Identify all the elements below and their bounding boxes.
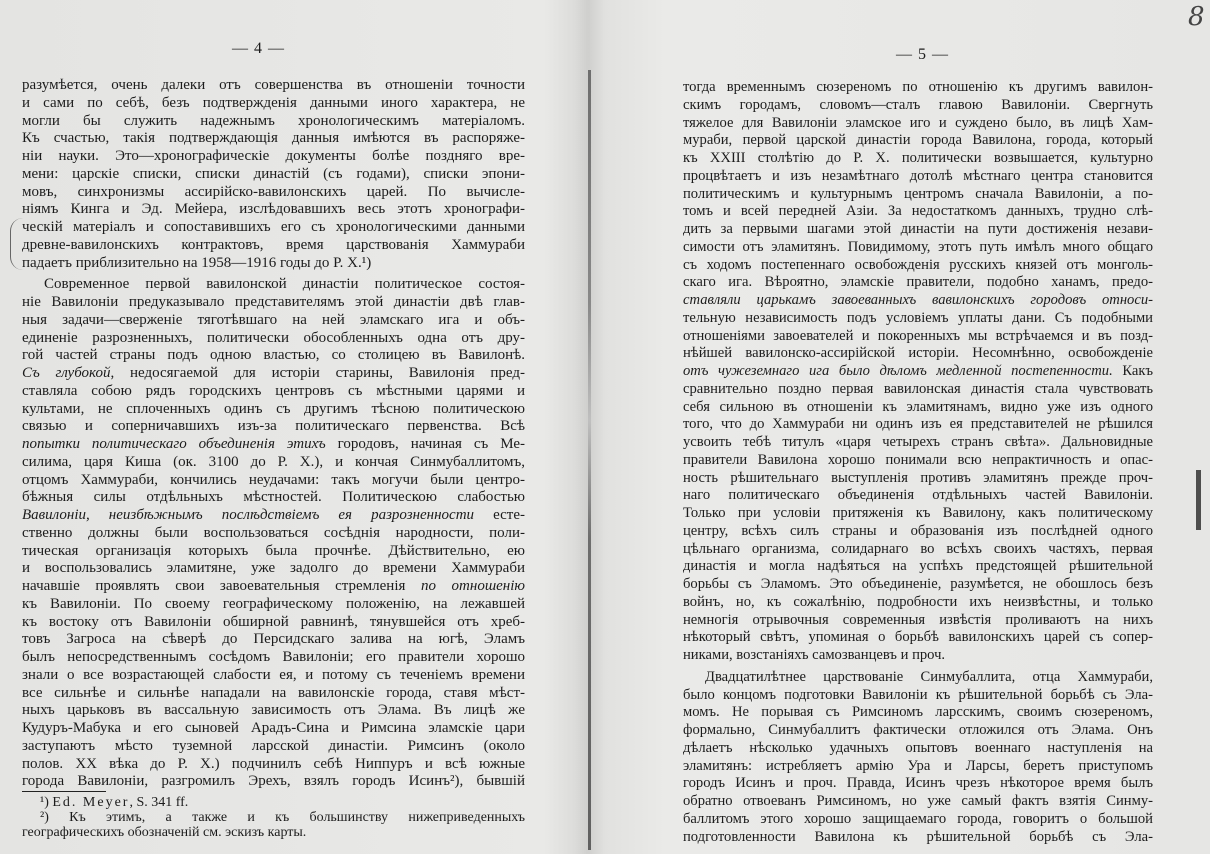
footnote-1-text: , S. 341 ff. bbox=[129, 795, 189, 810]
text-line: томъ и всей передней Азіи. За недостаткомъ данныхъ, трудно слѣ- bbox=[683, 203, 1153, 220]
paragraph bbox=[683, 79, 1153, 665]
text-line: правители Вавилона хорошо понимали всю непрактичность и опас- bbox=[683, 451, 1153, 468]
text-line: ніямъ Кинга и Эд. Мейера, изслѣдовавшихъ весь этотъ хронографи- bbox=[22, 201, 525, 218]
text-line: могли бы служить надежнымъ хронологическимъ матеріаломъ. bbox=[22, 112, 525, 129]
text-line bbox=[22, 507, 525, 525]
text-line: единеніе разрозненныхъ, политически обособленныхъ одна отъ дру- bbox=[22, 329, 525, 346]
text-line: былъ непосредственнымъ сосѣдомъ Вавилоніи; его правители хорошо bbox=[22, 649, 525, 665]
italic-text-segment: Съ глубокой bbox=[22, 365, 111, 381]
text-line: нѣйшей вавилонско-ассирійской исторіи. Несомнѣнно, освобожденіе bbox=[683, 345, 1153, 362]
text-line: формально, Синмубаллитъ фактически отложился отъ Элама. Онъ bbox=[683, 722, 1153, 738]
text-segment: Какъ bbox=[1112, 363, 1153, 379]
text-line: товъ Загроса на сѣверѣ до Персидскаго залива на югѣ, Эламъ bbox=[22, 631, 525, 648]
text-segment: есте- bbox=[474, 507, 525, 523]
text-line: того, что до Хаммураби ни одинъ изъ ея представителей не рѣшился bbox=[683, 416, 1153, 433]
left-page-number: — 4 — bbox=[232, 40, 285, 57]
text-line: отцомъ Хаммураби, кончились неудачами: такъ могучи были центро- bbox=[22, 471, 525, 488]
text-line: борьбы съ Эламомъ. Это объединеніе, разумѣется, не обошлось безъ bbox=[683, 576, 1153, 592]
text-line: немногія отрывочныя современныя извѣстія проливаютъ на нихъ bbox=[683, 611, 1153, 628]
text-line: древне-вавилонскихъ контрактовъ, время царствованія Хаммураби bbox=[22, 236, 525, 253]
text-line: скаго ига. Вѣроятно, эламскіе правители, подобно ханамъ, предо- bbox=[683, 274, 1153, 291]
text-line bbox=[683, 363, 1153, 381]
text-line: ніе Вавилоніи предуказывало представителямъ этой династіи двѣ глав- bbox=[22, 294, 525, 310]
text-line bbox=[22, 365, 525, 383]
italic-text-segment: Вавилоніи, неизбѣжнымъ послѣдствіемъ ея разрозненности bbox=[22, 507, 475, 523]
text-line: и сами по себѣ, безъ подтвержденія данными иного характера, не bbox=[22, 94, 525, 111]
text-line: мени: царскіе списки, списки династій (съ годами), списки эпони- bbox=[22, 165, 525, 182]
text-line: тяжелое для Вавилоніи эламское иго и суждено было, въ лицѣ Хам- bbox=[683, 114, 1153, 131]
text-line: баллитомъ этого хорошо защищаемаго города, говоритъ о большой bbox=[683, 810, 1153, 827]
text-line: падаетъ приблизительно на 1958—1916 годы до Р. Х.¹) bbox=[22, 254, 372, 271]
text-line: скимъ городамъ, словомъ—сталъ главою Вавилоніи. Свергнуть bbox=[683, 96, 1153, 113]
text-line bbox=[22, 436, 525, 454]
text-line: Двадцатилѣтнее царствованіе Синмубаллита, отца Хаммураби, bbox=[705, 668, 1153, 685]
text-line: дить за первыми шагами этой династіи на пути достиженія незави- bbox=[683, 221, 1153, 237]
text-line: процвѣтаетъ и изъ незамѣтнаго дотолѣ мѣстнаго центра становится bbox=[683, 167, 1153, 184]
text-line: связью и соперничавшихъ изъ-за политическаго первенства. Всѣ bbox=[22, 418, 525, 435]
text-line: мураби, первой царской династіи города Вавилона, города, который bbox=[683, 132, 1153, 149]
text-line: ность рѣшительнаго выступленія противъ эламитянъ прежде проч- bbox=[683, 469, 1153, 486]
text-line: къ Вавилоніи. По своему географическому положенію, на лежавшей bbox=[22, 595, 525, 612]
text-line: Современное первой вавилонской династіи политическое состоя- bbox=[44, 276, 525, 293]
text-line: войнъ, но, къ сожалѣнію, подробности ихъ неизвѣстны, и только bbox=[683, 593, 1153, 610]
text-line: никами, возстаніяхъ самозванцевъ и проч. bbox=[683, 647, 946, 663]
text-line: и воспользовались эламитяне, уже задолго до времени Хаммураби bbox=[22, 560, 525, 577]
footnote-separator bbox=[22, 791, 106, 792]
text-line: ныя задачи—сверженіе тяготѣвшаго на ней эламскаго ига и объ- bbox=[22, 311, 525, 328]
page-edge-shadow bbox=[1196, 470, 1201, 530]
footnote-1-marker: ¹) bbox=[40, 795, 49, 810]
text-line: все сильнѣе и сильнѣе нападали на вавилонскіе города, ставя мѣст- bbox=[22, 684, 525, 701]
text-line: ческій матеріалъ и сопоставившихъ его съ хронологическими данными bbox=[22, 219, 525, 235]
text-line: гой частей страны подъ одною властью, со столицею въ Вавилонѣ. bbox=[22, 347, 525, 364]
text-line: полов. XX вѣка до Р. Х.) подчинилъ себѣ Ниппуръ и всѣ южные bbox=[22, 755, 525, 772]
paragraph bbox=[22, 77, 525, 272]
footnote-2-line-2: географическихъ обозначеній см. эскизъ карты. bbox=[22, 825, 307, 840]
text-line: отношеніями завоевателей и покоренныхъ мы встрѣчаемся и въ позд- bbox=[683, 327, 1153, 344]
text-line: династія и могла надѣяться на успѣхъ предстоящей рѣшительной bbox=[683, 558, 1153, 575]
text-line: дѣлаетъ нѣсколько удачныхъ опытовъ военнаго наступленія на bbox=[683, 739, 1153, 756]
text-line: ственно должны были воспользоваться сосѣднія народности, поли- bbox=[22, 524, 525, 541]
text-line: къ XXIII столѣтію до Р. Х. политически возвышается, культурно bbox=[683, 150, 1153, 166]
text-line: съ ходомъ постепеннаго освобожденія русскихъ князей отъ монголь- bbox=[683, 256, 1153, 273]
text-line bbox=[22, 578, 525, 596]
text-line: политическимъ и культурнымъ центромъ сначала Вавилоніи, а по- bbox=[683, 185, 1153, 202]
footnotes bbox=[22, 795, 525, 840]
text-line: цѣльнаго организма, солидарнаго во всѣхъ своихъ частяхъ, первая bbox=[683, 540, 1153, 557]
text-line: Только при условіи притяженія къ Вавилону, какъ политическому bbox=[683, 505, 1153, 521]
text-line: наго политическаго объединенія отдѣльныхъ частей Вавилоніи. bbox=[683, 487, 1153, 504]
italic-text-segment: ставляли царькамъ завоеванныхъ вавилонскихъ городовъ относи- bbox=[683, 292, 1153, 308]
text-line: Кудуръ-Мабука и его сыновей Арадъ-Сина и Римсина эламскіе цари bbox=[22, 720, 525, 736]
text-line: тельную независимость подъ условіемъ уплаты дани. Съ подобными bbox=[683, 309, 1153, 326]
handwritten-page-note: 8 bbox=[1188, 2, 1205, 32]
text-line: обратно отвоеванъ Римсиномъ, но уже самый фактъ взятія Синму- bbox=[683, 793, 1153, 809]
text-line: Къ счастью, такія подтверждающія данныя имѣются въ распоряже- bbox=[22, 130, 525, 147]
text-line: культами, не сплоченныхъ одинъ съ другимъ тѣсною политическою bbox=[22, 400, 525, 417]
text-line: нѣкоторый свѣтъ, упоминая о борьбѣ вавилонскихъ царей съ сопер- bbox=[683, 629, 1153, 646]
footnote-2-line-1: ²) Къ этимъ, а также и къ большинству нижеприведенныхъ bbox=[40, 810, 525, 825]
text-line: подготовленности Вавилона къ рѣшительной борьбѣ съ Эла- bbox=[683, 828, 1153, 845]
right-page-number: — 5 — bbox=[896, 46, 949, 63]
text-line: бѣжныя силы отдѣльныхъ мѣстностей. Политическою слабостью bbox=[22, 489, 525, 506]
text-line: мовъ, синхронизмы ассирійско-вавилонскихъ царей. По вычисле- bbox=[22, 183, 525, 200]
text-line: центру, всѣхъ силъ страны и образованія изъ послѣдней одного bbox=[683, 522, 1153, 539]
text-line: момъ. Не порывая съ Римсиномъ ларсскимъ, своимъ сюзереномъ, bbox=[683, 704, 1153, 721]
text-line: ніи науки. Это—хронографическіе документы болѣе поздняго вре- bbox=[22, 148, 525, 164]
italic-text-segment: попытки политическаго объединенія этихъ bbox=[22, 436, 326, 452]
italic-text-segment: отъ чужеземнаго ига было дѣломъ медленной постепенности. bbox=[683, 363, 1113, 379]
text-line: сравнительно поздно первая вавилонская династія стала чувствовать bbox=[683, 380, 1153, 397]
text-line: города Вавилоніи, разгромилъ Эрехъ, взялъ городъ Исинъ²), бывшій bbox=[22, 773, 525, 790]
text-line: ставляла собою рядъ городскихъ центровъ съ мѣстными царями и bbox=[22, 382, 525, 399]
paragraph bbox=[22, 276, 525, 791]
text-segment: начавшіе проявлять свои завоевательныя стремленія bbox=[22, 578, 421, 594]
text-line bbox=[683, 292, 1153, 310]
text-segment: городовъ, начиная съ Ме- bbox=[325, 436, 525, 452]
text-line: тическая организація которыхъ была прочнѣе. Дѣйствительно, ею bbox=[22, 542, 525, 559]
text-line: разумѣется, очень далеки отъ совершенства въ отношеніи точности bbox=[22, 77, 525, 93]
text-line: эламитянъ: истребляетъ армію Ура и Ларсы, беретъ приступомъ bbox=[683, 757, 1153, 774]
footnote-1-author: Ed. Meyer bbox=[52, 795, 130, 810]
text-line: ныхъ царьковъ въ вассальную зависимость отъ Элама. Въ лицѣ же bbox=[22, 702, 525, 719]
text-line: усвоить тебѣ титулъ «царя четырехъ странъ свѣта». Дальновидные bbox=[683, 434, 1153, 450]
book-gutter-shadow bbox=[588, 70, 591, 850]
left-page-body bbox=[22, 77, 525, 791]
paragraph bbox=[683, 669, 1153, 847]
text-line: къ востоку отъ Вавилоніи обширной равнинѣ, тянувшейся отъ хреб- bbox=[22, 613, 525, 630]
text-line: знали о все возрастающей слабости ея, и потому съ теченіемъ времени bbox=[22, 666, 525, 683]
text-line: было концомъ подготовки Вавилоніи къ рѣшительной борьбѣ съ Эла- bbox=[683, 686, 1153, 703]
text-line: силима, царя Киша (ок. 3100 до Р. Х.), и кончая Синмубаллитомъ, bbox=[22, 453, 525, 470]
text-line: тогда временнымъ сюзереномъ по отношенію къ другимъ вавилон- bbox=[683, 79, 1153, 95]
text-line: себя сильною въ отношеніи къ эламитянамъ, видно уже изъ одного bbox=[683, 398, 1153, 415]
footnote-1 bbox=[22, 795, 525, 810]
text-line: городъ Исинъ и проч. Правда, Исинъ чрезъ нѣкоторое время былъ bbox=[683, 775, 1153, 792]
right-page-body bbox=[683, 79, 1153, 846]
text-line: заступаютъ мѣсто туземной ларсской династіи. Римсинъ (около bbox=[22, 737, 525, 754]
text-line: симости отъ эламитянъ. Повидимому, этотъ путь имѣлъ много общаго bbox=[683, 238, 1153, 255]
text-segment: , недосягаемой для исторіи старины, Вавилонія пред- bbox=[110, 365, 525, 381]
italic-text-segment: по отношенію bbox=[420, 578, 525, 594]
